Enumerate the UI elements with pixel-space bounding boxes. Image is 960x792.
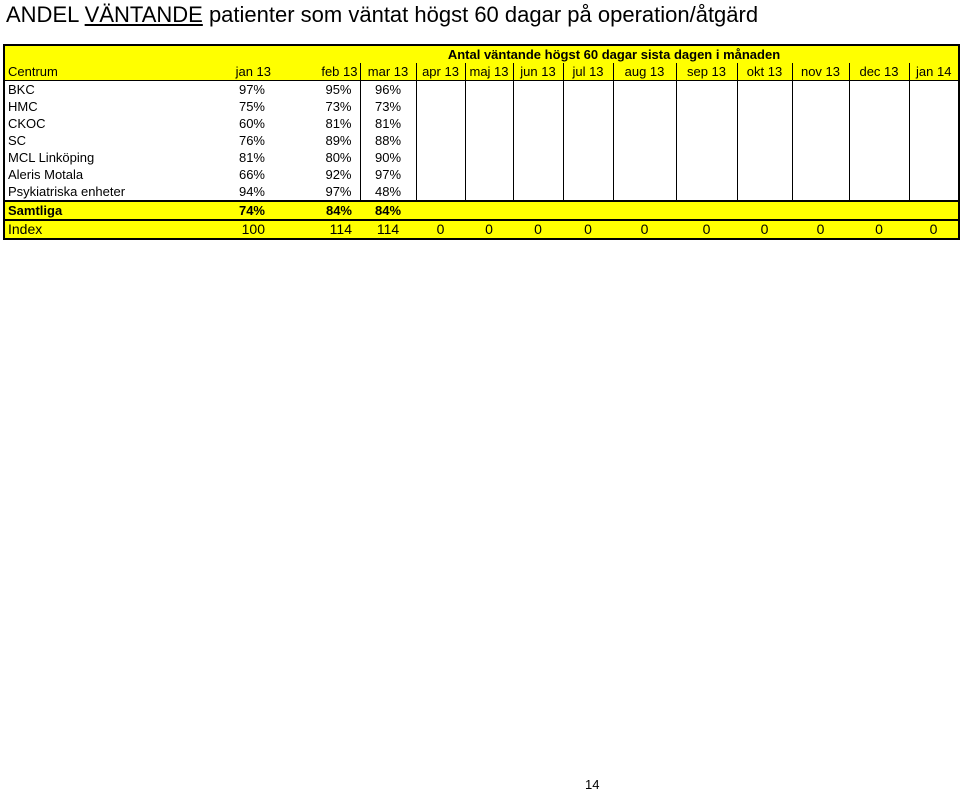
table-cell [563,166,613,183]
table-cell [563,81,613,99]
table-cell [676,115,737,132]
table-cell: 81% [238,150,265,165]
table-row [4,132,959,149]
table-cell: 75% [238,99,265,114]
table-cell: 95% [325,82,352,97]
table-row [4,98,959,115]
table-cell [676,81,737,99]
centrum-name: MCL Linköping [8,150,95,165]
table-cell [465,132,513,149]
table-cell [849,98,909,115]
index-cell: 0 [513,220,563,239]
table-cell [792,81,849,99]
table-cell: 97% [325,184,352,199]
index-cell: 0 [465,220,513,239]
table-cell [676,166,737,183]
table-cell [792,132,849,149]
total-cell: 84% [273,201,360,220]
table-row [4,166,959,183]
table-cell [792,183,849,201]
table-cell [416,81,465,99]
table-cell [792,149,849,166]
month-header: okt 13 [737,63,792,81]
table-cell [737,183,792,201]
table-cell [849,115,909,132]
table-cell [416,98,465,115]
total-cell [849,201,909,220]
table-cell [909,98,959,115]
table-cell: 96% [360,81,416,99]
total-label: Samtliga [4,201,152,220]
index-cell: 0 [416,220,465,239]
total-cell [737,201,792,220]
centrum-name: CKOC [8,116,46,131]
table-cell: 81% [360,115,416,132]
table-cell [465,183,513,201]
table-cell [613,183,676,201]
table-row [4,115,959,132]
index-row [4,220,959,239]
table-cell: 81% [325,116,352,131]
table-cell: 73% [360,98,416,115]
centrum-name: SC [8,133,27,148]
month-header: aug 13 [613,63,676,81]
table-cell [416,132,465,149]
table-cell [909,81,959,99]
total-cell [563,201,613,220]
index-cell: 0 [676,220,737,239]
table-cell [513,149,563,166]
index-label: Index [4,220,152,239]
index-cell: 0 [737,220,792,239]
table-cell [792,166,849,183]
table-cell [563,115,613,132]
table-cell [416,149,465,166]
centrum-header: Centrum [4,63,152,81]
total-cell [613,201,676,220]
table-cell: 92% [325,167,352,182]
page-title [6,1,758,29]
title-part-2: VÄNTANDE [84,2,203,27]
centrum-name: Psykiatriska enheter [8,184,126,199]
table-cell [792,115,849,132]
month-header: feb 13 [273,63,360,81]
table-cell [416,115,465,132]
total-cell [465,201,513,220]
table-cell [613,81,676,99]
super-header-blank [4,45,152,63]
centrum-name: Aleris Motala [8,167,84,182]
centrum-name: BKC [8,82,35,97]
title-part-3: patienter som väntat högst 60 dagar på operation/åtgärd [202,2,759,27]
table-cell [513,132,563,149]
index-cell: 114 [273,220,360,239]
table-cell [465,166,513,183]
table-row [4,149,959,166]
table-cell [676,149,737,166]
table-cell: 97% [238,82,265,97]
table-cell [737,98,792,115]
month-header: mar 13 [360,63,416,81]
table-cell [513,183,563,201]
total-cell: 84% [360,201,416,220]
table-cell [613,115,676,132]
table-cell: 76% [238,133,265,148]
table-cell [563,183,613,201]
month-header: apr 13 [416,63,465,81]
total-cell [513,201,563,220]
table-cell [465,98,513,115]
month-header: dec 13 [849,63,909,81]
table-cell [849,149,909,166]
index-cell: 0 [849,220,909,239]
table-cell [563,98,613,115]
index-cell: 100 [152,220,273,239]
waiting-table [3,44,960,240]
table-cell [849,166,909,183]
total-cell [792,201,849,220]
total-row [4,201,959,220]
table-cell [849,132,909,149]
index-cell: 0 [613,220,676,239]
table-cell [465,149,513,166]
table-cell [613,132,676,149]
month-header: nov 13 [792,63,849,81]
table-cell [513,81,563,99]
table-cell [909,183,959,201]
super-header-row [4,45,959,63]
index-cell: 0 [909,220,959,239]
total-cell [676,201,737,220]
table-cell [513,98,563,115]
table-cell [613,98,676,115]
page-number: 14 [585,777,600,792]
month-header: sep 13 [676,63,737,81]
table-cell [737,149,792,166]
table-cell: 73% [325,99,352,114]
table-cell [676,183,737,201]
table-row [4,183,959,201]
month-header: jul 13 [563,63,613,81]
table-cell: 48% [360,183,416,201]
table-cell: 90% [360,149,416,166]
centrum-name: HMC [8,99,38,114]
table-cell [849,81,909,99]
table-cell [849,183,909,201]
table-cell [909,115,959,132]
table-cell [416,183,465,201]
table-cell [737,166,792,183]
table-cell [909,149,959,166]
index-cell: 114 [360,220,416,239]
table-cell [909,132,959,149]
table-cell [676,98,737,115]
month-header: jan 13 [152,63,273,81]
table-cell [676,132,737,149]
total-cell: 74% [152,201,273,220]
table-cell: 89% [325,133,352,148]
table-cell [613,166,676,183]
month-header: jun 13 [513,63,563,81]
table-cell [563,149,613,166]
table-cell [737,132,792,149]
table-cell [513,166,563,183]
month-header: jan 14 [909,63,959,81]
month-header-row [4,63,959,81]
table-cell [909,166,959,183]
super-header: Antal väntande högst 60 dagar sista dagen i månaden [152,45,959,63]
table-cell [792,98,849,115]
table-cell [465,81,513,99]
table-cell: 88% [360,132,416,149]
total-cell [416,201,465,220]
table-cell [513,115,563,132]
table-cell: 94% [238,184,265,199]
month-header: maj 13 [465,63,513,81]
table-row [4,81,959,99]
table-cell [737,81,792,99]
table-cell [737,115,792,132]
table-cell [563,132,613,149]
table-cell [416,166,465,183]
index-cell: 0 [563,220,613,239]
total-cell [909,201,959,220]
table-cell: 66% [238,167,265,182]
table-cell [613,149,676,166]
title-part-1: ANDEL [6,2,85,27]
table-cell: 80% [325,150,352,165]
table-cell: 60% [238,116,265,131]
table-cell: 97% [360,166,416,183]
table-cell [465,115,513,132]
index-cell: 0 [792,220,849,239]
